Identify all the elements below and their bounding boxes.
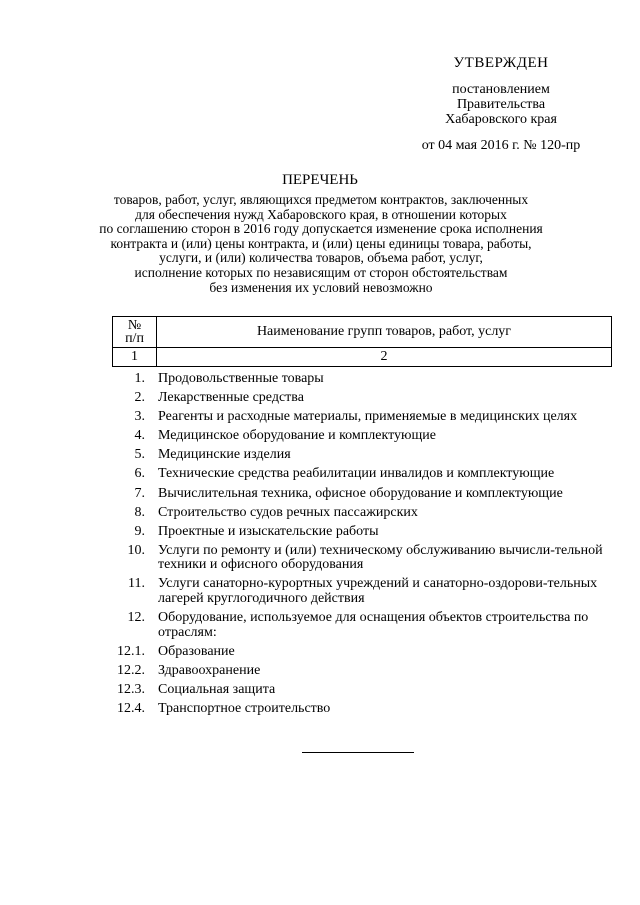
item-number: 12.3. <box>117 681 145 697</box>
description-line: услуги, и (или) количества товаров, объема работ, услуг, <box>159 250 483 266</box>
item-text: Вычислительная техника, офисное оборудование и комплектующие <box>158 485 563 501</box>
list-item <box>100 487 620 502</box>
header-column-index-1: 1 <box>113 348 157 367</box>
description-line: товаров, работ, услуг, являющихся предметом контрактов, заключенных <box>113 192 529 207</box>
list-item <box>100 506 620 521</box>
item-text: Строительство судов речных пассажирских <box>158 504 418 520</box>
item-number: 12.4. <box>117 700 145 716</box>
list-item <box>100 410 620 425</box>
description-line: по соглашению сторон в 2016 году допускается изменение срока исполнения <box>99 221 543 237</box>
list-item <box>100 544 620 573</box>
list-item <box>100 577 620 606</box>
list-description <box>90 193 552 295</box>
list-item <box>100 611 620 640</box>
item-number: 11. <box>128 576 145 592</box>
header-number-cell <box>113 317 157 348</box>
item-number: 12. <box>127 610 145 626</box>
item-text: Социальная защита <box>158 681 276 697</box>
list-item <box>100 467 620 482</box>
list-item <box>100 391 620 406</box>
item-number: 7. <box>134 485 145 501</box>
header-name-cell: Наименование групп товаров, работ, услуг <box>157 317 612 348</box>
item-text: Медицинское оборудование и комплектующие <box>158 428 436 444</box>
item-number: 6. <box>134 466 145 482</box>
item-text: Образование <box>158 643 235 659</box>
approval-line-3: Хабаровского края <box>445 112 557 127</box>
approval-line-2: Правительства <box>456 97 546 112</box>
item-text: Оборудование, используемое для оснащения объектов строительства по отраслям: <box>158 610 589 640</box>
list-item <box>100 429 620 444</box>
description-line: для обеспечения нужд Хабаровского края, в отношении которых <box>135 206 507 222</box>
list-item <box>100 645 620 660</box>
description-line: без изменения их условий невозможно <box>209 279 433 295</box>
item-number: 5. <box>134 447 145 463</box>
item-number: 9. <box>134 523 145 539</box>
item-text: Услуги санаторно-курортных учреждений и санаторно-оздорови-тельных лагерей круглогодичного действия <box>158 576 598 606</box>
header-number-symbol: № <box>127 318 142 333</box>
list-item <box>100 372 620 387</box>
item-text: Технические средства реабилитации инвалидов и комплектующие <box>158 466 555 482</box>
header-number-abbr: п/п <box>125 331 144 346</box>
list-item <box>100 702 620 717</box>
list-item <box>100 448 620 463</box>
list-item <box>100 664 620 679</box>
list-title: ПЕРЕЧЕНЬ <box>282 172 358 188</box>
item-text: Лекарственные средства <box>158 390 304 406</box>
item-number: 3. <box>134 409 145 425</box>
approval-title: УТВЕРЖДЕН <box>453 55 549 71</box>
list-item <box>100 525 620 540</box>
end-divider <box>302 752 414 753</box>
item-text: Медицинские изделия <box>158 447 291 463</box>
item-text: Транспортное строительство <box>158 700 331 716</box>
item-number: 8. <box>134 504 145 520</box>
list-item <box>100 683 620 698</box>
item-number: 12.2. <box>117 662 145 678</box>
item-number: 2. <box>134 390 145 406</box>
approval-line-1: постановлением <box>452 82 550 97</box>
item-text: Проектные и изыскательские работы <box>158 523 379 539</box>
description-line: исполнение которых по независящим от сторон обстоятельствам <box>134 264 508 280</box>
item-number: 1. <box>134 371 145 386</box>
item-number: 12.1. <box>117 643 145 659</box>
item-text: Продовольственные товары <box>158 371 324 386</box>
item-number: 10. <box>127 542 145 558</box>
item-text: Здравоохранение <box>158 662 261 678</box>
items-list <box>100 372 620 721</box>
item-number: 4. <box>134 428 145 444</box>
list-table-header <box>112 316 612 367</box>
header-column-index-2: 2 <box>157 348 612 367</box>
approval-date: от 04 мая 2016 г. № 120-пр <box>421 138 581 153</box>
item-text: Услуги по ремонту и (или) техническому обслуживанию вычисли-тельной техники и офисного оборудования <box>158 542 603 573</box>
approval-block <box>390 56 612 153</box>
item-text: Реагенты и расходные материалы, применяемые в медицинских целях <box>158 409 578 425</box>
description-line: контракта и (или) цены контракта, и (или) цены единицы товара, работы, <box>110 235 532 251</box>
